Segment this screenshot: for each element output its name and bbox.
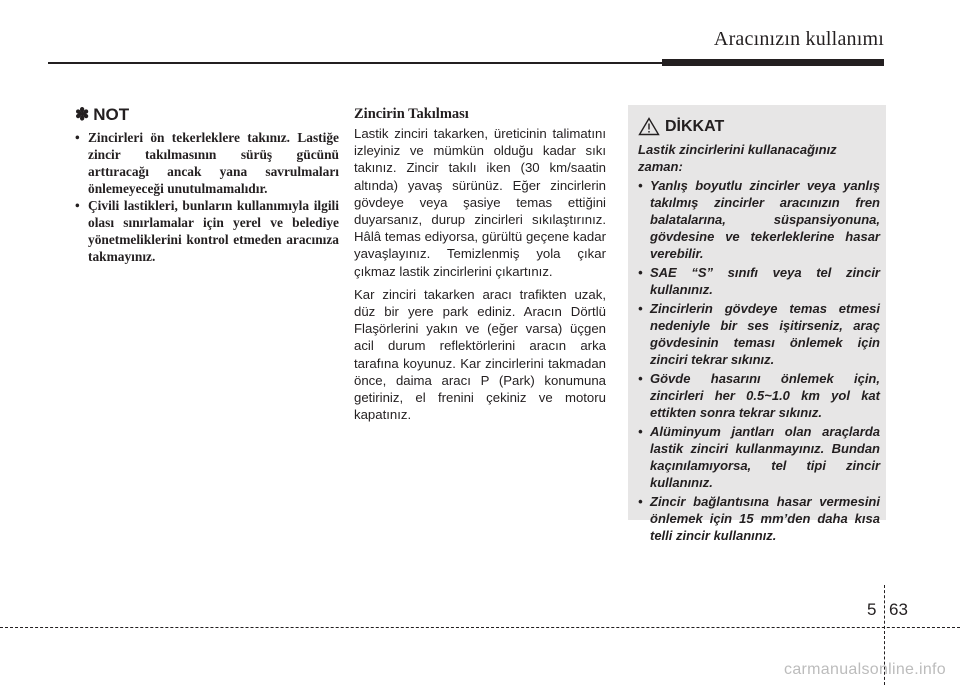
caution-title: DİKKAT [665,117,725,135]
caution-item: • SAE “S” sınıfı veya tel zincir kullanınız. [638,265,880,297]
note-list [75,129,339,265]
header-rule-accent [662,59,884,66]
warning-triangle-icon [638,117,660,136]
section-heading: Zincirin Takılması [354,106,469,122]
caution-box [628,105,886,543]
caution-intro: Lastik zincirlerini kullanacağınız zaman: [638,142,837,174]
caution-item: • Zincir bağlantısına hasar vermesini önlemek için 15 mm’den daha kısa telli zincir kullanınız. [638,494,880,543]
page-number: 63 [889,600,908,619]
section-number: 5 [867,600,877,619]
watermark: carmanualsonline.info [784,661,946,678]
note-item: • Çivili lastikleri, bunların kullanımıyla ilgili olası sınırlamalar için yerel ve belediye yönetmeliklerini kontrol etmeden aracınıza takmayınız. [75,198,339,264]
note-item: • Zincirleri ön tekerleklere takınız. Lastiğe zincir takılmasının sürüş gücünü arttıracağı ancak yana savrulmaları önlemeyeceği unutulmamalıdır. [75,130,339,196]
caution-item: • Alüminyum jantları olan araçlarda lastik zinciri kullanmayınız. Bundan kaçınılamıyorsa, tel tipi zincir kullanınız. [638,424,880,490]
section-paragraph: Kar zinciri takarken aracı trafikten uzak, düz bir yere park ediniz. Aracın Dörtlü Flaşörlerini yakın ve (eğer varsa) üçgen acil durum reflektörlerini aracın arka tarafına koyunuz. Kar zincirlerini takmadan önce, daima aracı P (Park) konumuna getiriniz, el frenini çekiniz ve motoru kapatınız. [354,286,606,423]
note-block [75,105,339,265]
section-paragraph: Lastik zinciri takarken, üreticinin talimatını izleyiniz ve mümkün olduğu kadar sıkı takınız. Zincir takılı iken (30 km/saatin altında) yavaş sürünüz. Eğer zincirlerin gövdeye veya şasiye temas ettiğini duyarsanız, durup zincirleri sıkılaştırınız. Hâlâ temas ediyorsa, gürültü geçene kadar yavaşlayınız. Temizlenmiş yola çıkar çıkmaz lastik zincirlerini çıkartınız. [354,126,606,279]
caution-list [638,177,880,544]
footer-divider [0,627,960,628]
chain-installation-section [354,105,606,429]
caution-item: • Yanlış boyutlu zincirler veya yanlış takılmış zincirler aracınızın fren balatalarına, süspansiyonuna, gövdesine ve tekerleklerine hasar verebilir. [638,178,880,261]
caution-heading [638,117,880,136]
page-header-title: Aracınızın kullanımı [713,28,884,50]
caution-item: • Zincirlerin gövdeye temas etmesi nedeniyle bir ses işitirseniz, araç gövdesinin teması önlemek için zinciri tekrar sıkınız. [638,301,880,367]
note-heading [75,105,339,125]
asterisk-icon: ✽ [75,105,90,124]
note-title: NOT [93,105,130,124]
caution-item: • Gövde hasarını önlemek için, zincirleri her 0.5~1.0 km yol kat ettikten sonra tekrar sıkınız. [638,371,880,420]
